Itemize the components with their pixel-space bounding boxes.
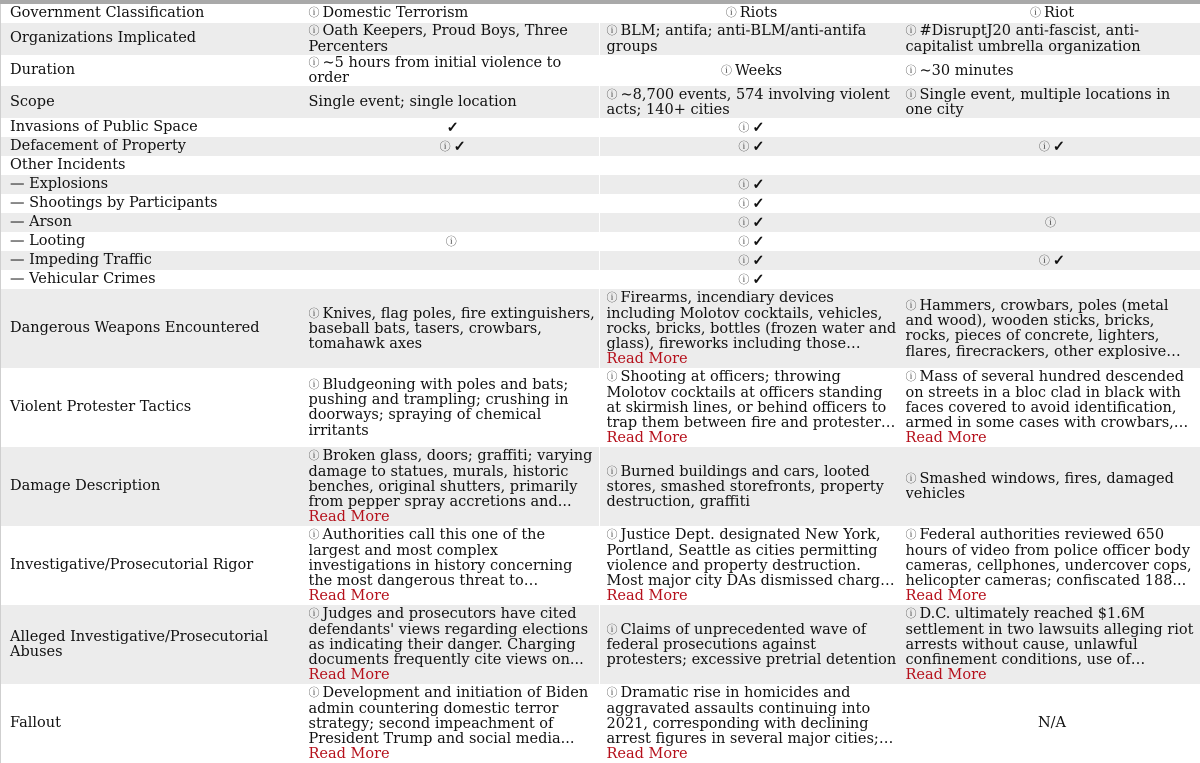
table-row xyxy=(1,156,1200,175)
table-row xyxy=(1,4,1200,23)
row-label: Damage Description xyxy=(1,447,302,526)
cell-2020-riots xyxy=(600,156,899,175)
cell-2020-riots xyxy=(600,213,899,232)
row-label: Dangerous Weapons Encountered xyxy=(1,289,302,368)
info-icon[interactable]: ⓘ xyxy=(309,307,320,320)
info-icon[interactable]: ⓘ xyxy=(738,197,749,210)
info-icon[interactable]: ⓘ xyxy=(607,291,618,304)
table-row xyxy=(1,368,1200,447)
check-icon: ✓ xyxy=(752,195,764,212)
info-icon[interactable]: ⓘ xyxy=(906,472,917,485)
check-icon: ✓ xyxy=(1053,138,1065,155)
cell-2020-riots: ⓘ ~8,700 events, 574 involving violent acts; 140+ cities xyxy=(600,86,899,118)
info-icon[interactable]: ⓘ xyxy=(738,254,749,267)
info-icon[interactable]: ⓘ xyxy=(738,235,749,248)
cell-j20-riot: ⓘ Single event, multiple locations in one city xyxy=(899,86,1200,118)
row-label: — Explosions xyxy=(1,175,302,194)
row-label: — Impeding Traffic xyxy=(1,251,302,270)
cell-jan6: Single event; single location xyxy=(302,86,600,118)
info-icon[interactable]: ⓘ xyxy=(309,56,320,69)
cell-j20-riot xyxy=(899,251,1200,270)
table-row xyxy=(1,55,1200,86)
cell-2020-riots xyxy=(600,270,899,289)
row-label: Defacement of Property xyxy=(1,137,302,156)
info-icon[interactable]: ⓘ xyxy=(309,449,320,462)
cell-2020-riots: ⓘ Claims of unprecedented wave of federal prosecutions against protesters; excessive pretrial detention xyxy=(600,605,899,684)
read-more-link[interactable]: Read More xyxy=(607,352,897,367)
cell-2020-riots: ⓘ Shooting at officers; throwing Molotov cocktails at officers standing at skirmish lines, or behind officers to trap them between fire and protesters; Read More xyxy=(600,368,899,447)
info-icon[interactable]: ⓘ xyxy=(906,24,917,37)
info-icon[interactable]: ⓘ xyxy=(607,686,618,699)
row-label: Duration xyxy=(1,55,302,86)
table-row xyxy=(1,232,1200,251)
table-row xyxy=(1,118,1200,137)
cell-jan6 xyxy=(302,213,600,232)
info-icon[interactable]: ⓘ xyxy=(1039,140,1050,153)
cell-j20-riot: ⓘ Mass of several hundred descended on streets in a bloc clad in black with faces covered to avoid identification, armed in some cases with crowbars, Read More xyxy=(899,368,1200,447)
table-row xyxy=(1,447,1200,526)
cell-jan6: ⓘ Knives, flag poles, fire extinguishers, baseball bats, tasers, crowbars, tomahawk axes xyxy=(302,289,600,368)
table-row xyxy=(1,270,1200,289)
cell-j20-riot: N/A xyxy=(899,684,1200,763)
cell-j20-riot xyxy=(899,175,1200,194)
table-row xyxy=(1,86,1200,118)
info-icon[interactable]: ⓘ xyxy=(607,24,618,37)
row-label: Invasions of Public Space xyxy=(1,118,302,137)
row-label: — Looting xyxy=(1,232,302,251)
cell-j20-riot xyxy=(899,118,1200,137)
cell-jan6: ⓘ Development and initiation of Biden admin countering domestic terror strategy; second impeachment of President Trump and social media... Read More xyxy=(302,684,600,763)
cell-2020-riots: ⓘ Justice Dept. designated New York, Portland, Seattle as cities permitting violence and property destruction. Most major city DAs dismissed charges Read More xyxy=(600,526,899,605)
info-icon[interactable]: ⓘ xyxy=(738,273,749,286)
info-icon[interactable]: ⓘ xyxy=(309,607,320,620)
cell-2020-riots xyxy=(600,175,899,194)
info-icon[interactable]: ⓘ xyxy=(906,88,917,101)
comparison-table xyxy=(0,4,1200,763)
table-row xyxy=(1,289,1200,368)
check-icon: ✓ xyxy=(752,233,764,250)
info-icon[interactable]: ⓘ xyxy=(1030,6,1041,19)
check-icon: ✓ xyxy=(752,119,764,136)
info-icon[interactable]: ⓘ xyxy=(607,88,618,101)
cell-jan6 xyxy=(302,118,600,137)
table-row xyxy=(1,526,1200,605)
row-label: Scope xyxy=(1,86,302,118)
read-more-link[interactable]: Read More xyxy=(309,747,598,762)
info-icon[interactable]: ⓘ xyxy=(607,465,618,478)
cell-2020-riots: ⓘ Firearms, incendiary devices including Molotov cocktails, vehicles, rocks, bricks, bottles (frozen water and glass), fireworks including those Read More xyxy=(600,289,899,368)
read-more-link[interactable]: Read More xyxy=(309,589,598,604)
read-more-link[interactable]: Read More xyxy=(607,589,897,604)
cell-jan6 xyxy=(302,156,600,175)
check-icon: ✓ xyxy=(752,271,764,288)
check-icon: ✓ xyxy=(752,176,764,193)
table-row xyxy=(1,605,1200,684)
info-icon[interactable]: ⓘ xyxy=(906,528,917,541)
info-icon[interactable]: ⓘ xyxy=(738,121,749,134)
info-icon[interactable]: ⓘ xyxy=(446,235,457,248)
table-row xyxy=(1,23,1200,55)
read-more-link[interactable]: Read More xyxy=(906,668,1199,683)
cell-j20-riot xyxy=(899,194,1200,213)
row-label: Alleged Investigative/Prosecutorial Abuses xyxy=(1,605,302,684)
table-row xyxy=(1,251,1200,270)
cell-j20-riot: ⓘ ~30 minutes xyxy=(899,55,1200,86)
read-more-link[interactable]: Read More xyxy=(607,431,897,446)
row-label: Other Incidents xyxy=(1,156,302,175)
cell-j20-riot xyxy=(899,270,1200,289)
cell-j20-riot: ⓘ Hammers, crowbars, poles (metal and wood), wooden sticks, bricks, rocks, pieces of concrete, lighters, flares, firecrackers, other explosive xyxy=(899,289,1200,368)
check-icon: ✓ xyxy=(752,138,764,155)
cell-jan6 xyxy=(302,194,600,213)
check-icon: ✓ xyxy=(752,214,764,231)
row-label: — Vehicular Crimes xyxy=(1,270,302,289)
table-row xyxy=(1,137,1200,156)
row-label: Violent Protester Tactics xyxy=(1,368,302,447)
row-label: Investigative/Prosecutorial Rigor xyxy=(1,526,302,605)
cell-jan6: ⓘ ~5 hours from initial violence to order xyxy=(302,55,600,86)
table-row xyxy=(1,684,1200,763)
info-icon[interactable]: ⓘ xyxy=(906,299,917,312)
info-icon[interactable]: ⓘ xyxy=(607,623,618,636)
row-label: Fallout xyxy=(1,684,302,763)
cell-2020-riots xyxy=(600,232,899,251)
cell-jan6 xyxy=(302,270,600,289)
table-row xyxy=(1,213,1200,232)
info-icon[interactable]: ⓘ xyxy=(726,6,737,19)
cell-j20-riot xyxy=(899,156,1200,175)
cell-jan6 xyxy=(302,175,600,194)
info-icon[interactable]: ⓘ xyxy=(309,6,320,19)
cell-2020-riots: ⓘ Dramatic rise in homicides and aggravated assaults continuing into 2021, corresponding with declining arrest figures in several major cities; Read More xyxy=(600,684,899,763)
info-icon[interactable]: ⓘ xyxy=(738,140,749,153)
row-label: — Shootings by Participants xyxy=(1,194,302,213)
info-icon[interactable]: ⓘ xyxy=(309,686,320,699)
check-icon: ✓ xyxy=(1053,252,1065,269)
cell-jan6: ⓘ Oath Keepers, Proud Boys, Three Percenters xyxy=(302,23,600,55)
row-label: — Arson xyxy=(1,213,302,232)
info-icon[interactable]: ⓘ xyxy=(738,178,749,191)
table-row xyxy=(1,194,1200,213)
cell-2020-riots xyxy=(600,251,899,270)
cell-j20-riot: ⓘ Smashed windows, fires, damaged vehicles xyxy=(899,447,1200,526)
cell-j20-riot xyxy=(899,137,1200,156)
info-icon[interactable]: ⓘ xyxy=(309,528,320,541)
cell-j20-riot xyxy=(899,213,1200,232)
cell-2020-riots: ⓘ Riots xyxy=(600,4,899,23)
check-icon: ✓ xyxy=(447,119,459,136)
cell-jan6: ⓘ Judges and prosecutors have cited defendants' views regarding elections as indicating their danger. Charging documents frequently cite views on... Read More xyxy=(302,605,600,684)
info-icon[interactable]: ⓘ xyxy=(309,378,320,391)
cell-jan6: ⓘ Bludgeoning with poles and bats; pushing and trampling; crushing in doorways; spraying of chemical irritants xyxy=(302,368,600,447)
cell-2020-riots: ⓘ BLM; antifa; anti-BLM/anti-antifa groups xyxy=(600,23,899,55)
check-icon: ✓ xyxy=(752,252,764,269)
read-more-link[interactable]: Read More xyxy=(607,747,897,762)
info-icon[interactable]: ⓘ xyxy=(1045,216,1056,229)
cell-2020-riots xyxy=(600,137,899,156)
cell-jan6 xyxy=(302,137,600,156)
row-label: Government Classification xyxy=(1,4,302,23)
check-icon: ✓ xyxy=(454,138,466,155)
cell-j20-riot: ⓘ D.C. ultimately reached $1.6M settlement in two lawsuits alleging riot arrests without cause, unlawful confinement conditions, use of Read More xyxy=(899,605,1200,684)
info-icon[interactable]: ⓘ xyxy=(906,64,917,77)
info-icon[interactable]: ⓘ xyxy=(607,528,618,541)
read-more-link[interactable]: Read More xyxy=(906,589,1199,604)
info-icon[interactable]: ⓘ xyxy=(738,216,749,229)
cell-jan6 xyxy=(302,251,600,270)
cell-j20-riot: ⓘ #DisruptJ20 anti-fascist, anti-capitalist umbrella organization xyxy=(899,23,1200,55)
info-icon[interactable]: ⓘ xyxy=(906,607,917,620)
read-more-link[interactable]: Read More xyxy=(906,431,1199,446)
cell-j20-riot xyxy=(899,232,1200,251)
info-icon[interactable]: ⓘ xyxy=(906,370,917,383)
cell-jan6: ⓘ Authorities call this one of the largest and most complex investigations in history concerning the most dangerous threat to Read More xyxy=(302,526,600,605)
cell-j20-riot: ⓘ Federal authorities reviewed 650 hours of video from police officer body cameras, cellphones, undercover cops, helicopter cameras; confiscated 188... Read More xyxy=(899,526,1200,605)
cell-2020-riots: ⓘ Burned buildings and cars, looted stores, smashed storefronts, property destruction, graffiti xyxy=(600,447,899,526)
info-icon[interactable]: ⓘ xyxy=(1039,254,1050,267)
read-more-link[interactable]: Read More xyxy=(309,510,598,525)
cell-j20-riot: ⓘ Riot xyxy=(899,4,1200,23)
cell-jan6: ⓘ Broken glass, doors; graffiti; varying damage to statues, murals, historic benches, original shutters, primarily from pepper spray accretions and... Read More xyxy=(302,447,600,526)
info-icon[interactable]: ⓘ xyxy=(440,140,451,153)
cell-2020-riots xyxy=(600,118,899,137)
row-label: Organizations Implicated xyxy=(1,23,302,55)
info-icon[interactable]: ⓘ xyxy=(721,64,732,77)
cell-2020-riots: ⓘ Weeks xyxy=(600,55,899,86)
table-row xyxy=(1,175,1200,194)
info-icon[interactable]: ⓘ xyxy=(607,370,618,383)
read-more-link[interactable]: Read More xyxy=(309,668,598,683)
cell-2020-riots xyxy=(600,194,899,213)
cell-jan6 xyxy=(302,232,600,251)
info-icon[interactable]: ⓘ xyxy=(309,24,320,37)
cell-jan6: ⓘ Domestic Terrorism xyxy=(302,4,600,23)
